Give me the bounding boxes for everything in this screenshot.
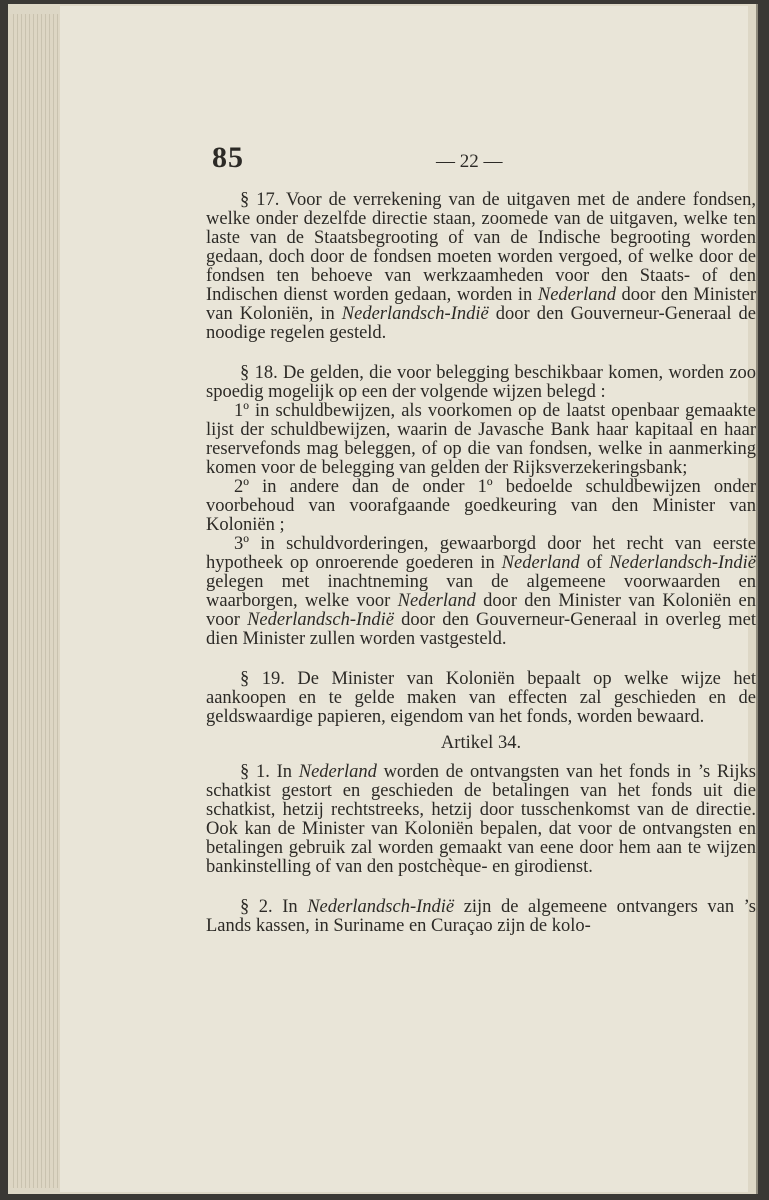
italic-text: Nederlandsch-Indië xyxy=(307,897,455,917)
text-run: door den Minister van Koloniën en voor xyxy=(206,591,756,630)
text-run: 3º in schuldvorderingen, gewaarborgd door het recht van eerste hypotheek op onroerende goederen in xyxy=(206,534,756,573)
text-run: 1º in schuldbewijzen, als voorkomen op de laatst openbaar gemaakte lijst der schuldbewijzen, waarin de Javasche Bank haar kapitaal en haar reservefonds mag beleggen, of op die van fondsen, welke in aanmerking komen voor de belegging van gelden der Rijksverzekeringsbank; xyxy=(206,401,756,478)
paragraph-section-19 xyxy=(206,670,756,727)
italic-text: Nederlandsch-Indië xyxy=(609,553,756,573)
italic-text: Nederland xyxy=(537,285,616,305)
text-run: Artikel 34. xyxy=(440,733,522,753)
text-run: § 19. De Minister van Koloniën bepaalt op welke wijze het aankoopen en te gelde maken van effecten zal geschieden en de geldswaardige papieren, eigendom van het fonds, worden bewaard. xyxy=(206,669,756,727)
folio-number: 85 xyxy=(212,141,244,174)
text-run: zijn de algemeene ontvangers van ’s Lands kassen, in Suriname en Curaçao zijn de kolo- xyxy=(206,897,756,936)
page-edges xyxy=(10,14,66,1188)
text-run: of xyxy=(579,553,610,573)
paragraph-section-17 xyxy=(206,191,756,343)
article-heading xyxy=(206,734,756,753)
paragraph-article-34-section-1 xyxy=(206,763,756,877)
text-run: door den Gouverneur-Generaal in overleg met dien Minister zullen worden vastgesteld. xyxy=(206,610,756,649)
paragraph-section-18 xyxy=(206,364,756,402)
body-text xyxy=(206,191,756,936)
text-run: worden de ontvangsten van het fonds in ’s Rijks schatkist gestort en geschieden de betalingen van het fonds uit die schatkist, hetzij rechtstreeks, hetzij door tusschenkomst van de directie. Ook kan de Minister van Koloniën bepalen, dat voor de ontvangsten en betalingen gebruik zal worden gemaakt van eene door hem aan te wijzen bankinstelling of van den postchèque- en girodienst. xyxy=(206,762,756,877)
italic-text: Nederlandsch-Indië xyxy=(247,610,394,630)
list-item-18-1 xyxy=(206,402,756,478)
italic-text: Nederlandsch-Indië xyxy=(341,304,489,324)
text-run: 2º in andere dan de onder 1º bedoelde schuldbewijzen onder voorbehoud van voorafgaande goedkeuring van den Minister van Koloniën ; xyxy=(206,477,756,535)
italic-text: Nederland xyxy=(298,762,377,782)
text-run: door den Gouverneur-Generaal de noodige regelen gesteld. xyxy=(206,304,757,343)
page-number: — 22 — xyxy=(436,151,503,172)
paragraph-article-34-section-2 xyxy=(206,898,756,936)
list-item-18-2 xyxy=(206,478,756,535)
text-run: § 2. In xyxy=(240,897,308,917)
italic-text: Nederland xyxy=(501,553,580,573)
text-run: § 18. De gelden, die voor belegging beschikbaar komen, worden zoo spoedig mogelijk op een der volgende wijzen belegd : xyxy=(206,363,756,402)
list-item-18-3 xyxy=(206,535,756,649)
italic-text: Nederland xyxy=(397,591,476,611)
text-run: § 17. Voor de verrekening van de uitgaven met de andere fondsen, welke onder dezelfde directie staan, zoomede van de uitgaven, welke ten laste van de Staatsbegrooting of van de Indische begrooting worden gedaan, doch door de fondsen moeten worden vergoed, of welke door de fondsen ten behoeve van werkzaamheden voor den Staats- of den Indischen dienst worden gedaan, worden in xyxy=(206,190,756,305)
text-run: door den Minister van Koloniën, in xyxy=(206,285,756,324)
book-page xyxy=(60,6,757,1192)
text-run: § 1. In xyxy=(240,762,299,782)
text-run: gelegen met inachtneming van de algemeene voorwaarden en waarborgen, welke voor xyxy=(206,572,756,611)
